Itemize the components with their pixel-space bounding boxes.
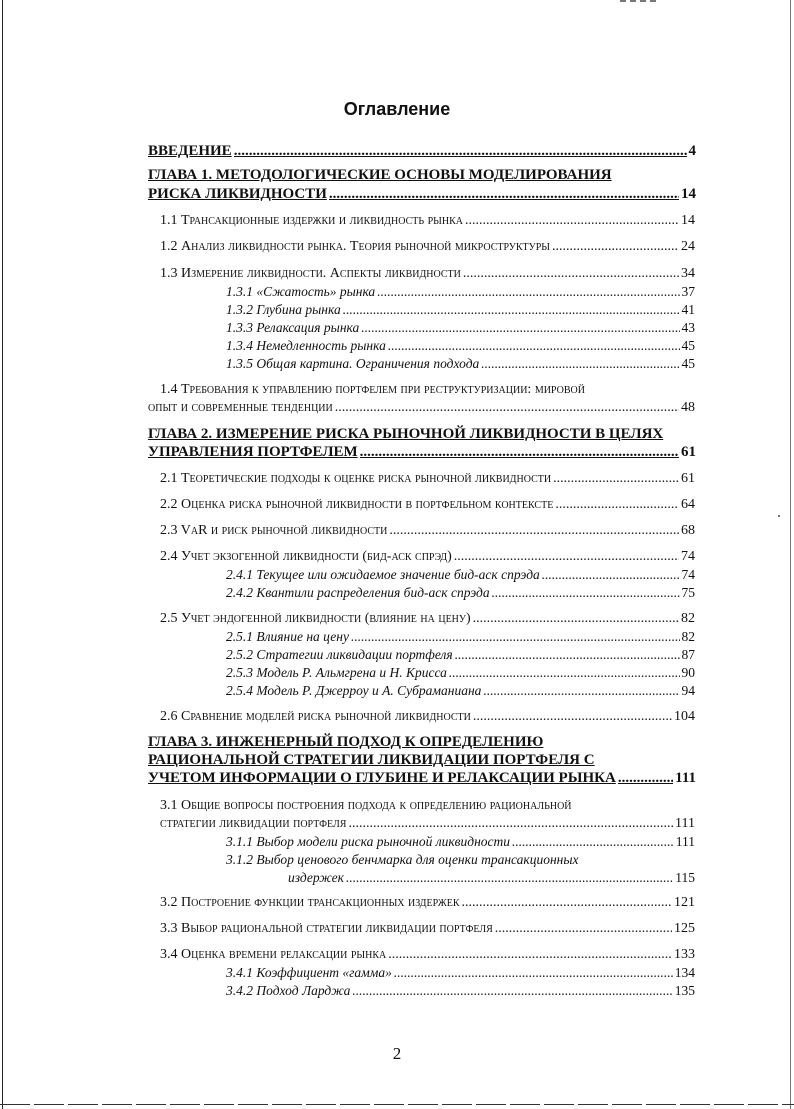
toc-entry-2-6[interactable] xyxy=(160,708,695,725)
toc-label: 3.4.1 Коэффициент «гамма» xyxy=(226,965,392,980)
toc-page: 14 xyxy=(681,186,696,202)
toc-label: 1.2 Анализ ликвидности рынка. Теория рыночной микроструктуры xyxy=(160,239,551,254)
toc-page: 45 xyxy=(681,338,695,353)
toc-page: 41 xyxy=(681,302,695,317)
scan-mark-right xyxy=(778,515,780,517)
toc-entry-1-2[interactable] xyxy=(160,238,695,255)
toc-entry-2-3[interactable] xyxy=(160,522,695,539)
toc-label: 3.4 Оценка времени релаксации рынка xyxy=(160,947,387,962)
toc-label: УЧЕТОМ ИНФОРМАЦИИ О ГЛУБИНЕ И РЕЛАКСАЦИИ РЫНКА xyxy=(148,770,616,786)
dot-leader xyxy=(352,982,672,999)
toc-entry-2-4[interactable] xyxy=(160,548,695,565)
dot-leader xyxy=(495,920,672,937)
dot-leader xyxy=(388,337,680,354)
dot-leader xyxy=(618,770,673,787)
toc-label: 2.2 Оценка риска рыночной ликвидности в портфельном контексте xyxy=(160,497,554,512)
toc-page: 4 xyxy=(688,143,696,159)
toc-label: издержек xyxy=(288,870,344,885)
toc-entry-2-5-1[interactable] xyxy=(226,628,695,645)
dot-leader xyxy=(389,522,679,539)
toc-label: опыт и современные тенденции xyxy=(148,400,333,415)
toc-page: 121 xyxy=(674,895,695,910)
toc-entry-1-4[interactable] xyxy=(148,399,695,416)
toc-page: 90 xyxy=(681,665,695,680)
toc-entry-3-4-1[interactable] xyxy=(226,964,695,981)
toc-label: 1.3.1 «Сжатость» рынка xyxy=(226,284,376,299)
toc-page: 48 xyxy=(681,400,695,415)
dot-leader xyxy=(449,664,680,681)
toc-label: 1.3.2 Глубина рынка xyxy=(226,302,341,317)
toc-page: 87 xyxy=(681,647,695,662)
toc-page: 111 xyxy=(675,834,695,849)
toc-page: 82 xyxy=(681,629,695,644)
toc-page: 68 xyxy=(681,523,695,538)
toc-page: 45 xyxy=(681,356,695,371)
toc-label: УПРАВЛЕНИЯ ПОРТФЕЛЕМ xyxy=(148,444,358,460)
toc-page: 94 xyxy=(681,683,695,698)
toc-entry-intro[interactable] xyxy=(148,143,696,160)
dot-leader xyxy=(343,301,680,318)
toc-entry-2-5-4[interactable] xyxy=(226,682,695,699)
scan-edge-bottom xyxy=(0,1104,794,1105)
toc-label: 1.3.3 Релаксация рынка xyxy=(226,320,360,335)
dot-leader xyxy=(388,946,672,963)
dot-leader xyxy=(234,143,687,160)
toc-entry-3-1-line1[interactable]: 3.1 Общие вопросы построения подхода к определению рациональной xyxy=(160,798,572,813)
toc-page: 64 xyxy=(681,497,695,512)
toc-entry-1-3-3[interactable] xyxy=(226,319,695,336)
toc-page: 75 xyxy=(681,585,695,600)
scan-edge-right xyxy=(790,0,791,1109)
toc-page: 111 xyxy=(675,770,696,786)
toc-entry-3-1-2-line1[interactable]: 3.1.2 Выбор ценового бенчмарка для оценки трансакционных xyxy=(226,852,579,867)
toc-label: 1.3.5 Общая картина. Ограничения подхода xyxy=(226,356,480,371)
toc-entry-1-3-2[interactable] xyxy=(226,301,695,318)
toc-page: 135 xyxy=(674,983,695,998)
toc-label: 3.3 Выбор рациональной стратегии ликвидации портфеля xyxy=(160,921,493,936)
toc-label: 2.6 Сравнение моделей риска рыночной ликвидности xyxy=(160,709,471,724)
toc-page: 43 xyxy=(681,320,695,335)
scan-edge-left xyxy=(2,0,3,1109)
toc-page: 125 xyxy=(674,921,695,936)
toc-page: 82 xyxy=(681,611,695,626)
toc-entry-2-5-3[interactable] xyxy=(226,664,695,681)
toc-page: 61 xyxy=(681,471,695,486)
dot-leader xyxy=(542,566,680,583)
toc-entry-2-5-2[interactable] xyxy=(226,646,695,663)
toc-label: 1.1 Трансакционные издержки и ликвидность рынка xyxy=(160,213,463,228)
toc-label: стратегии ликвидации портфеля xyxy=(160,816,347,831)
scan-mark-top xyxy=(620,0,660,2)
toc-label: 2.1 Теоретические подходы к оценке риска рыночной ликвидности xyxy=(160,471,552,486)
dot-leader xyxy=(360,444,679,461)
toc-entry-1-4-line1[interactable]: 1.4 Требования к управлению портфелем при реструктуризации: мировой xyxy=(160,382,585,397)
toc-page: 115 xyxy=(675,870,695,885)
toc-chapter-2-line1[interactable]: ГЛАВА 2. ИЗМЕРЕНИЕ РИСКА РЫНОЧНОЙ ЛИКВИДНОСТИ В ЦЕЛЯХ xyxy=(148,426,664,442)
toc-entry-1-3-4[interactable] xyxy=(226,337,695,354)
toc-entry-3-4[interactable] xyxy=(160,946,695,963)
toc-label: 2.5.1 Влияние на цену xyxy=(226,629,349,644)
toc-entry-1-3-5[interactable] xyxy=(226,355,695,372)
toc-label: 2.5.3 Модель Р. Альмгрена и Н. Крисса xyxy=(226,665,447,680)
toc-label: РИСКА ЛИКВИДНОСТИ xyxy=(148,186,327,202)
toc-label: 1.3.4 Немедленность рынка xyxy=(226,338,386,353)
dot-leader xyxy=(473,610,679,627)
dot-leader xyxy=(483,682,679,699)
dot-leader xyxy=(455,646,680,663)
toc-label: 2.5.4 Модель Р. Джерроу и А. Субраманиана xyxy=(226,683,482,698)
toc-page: 104 xyxy=(674,709,695,724)
toc-entry-3-3[interactable] xyxy=(160,920,695,937)
toc-page: 134 xyxy=(674,965,695,980)
toc-label: 2.3 VaR и риск рыночной ликвидности xyxy=(160,523,388,538)
toc-label: 2.4.2 Квантили распределения бид-аск спрэда xyxy=(226,585,490,600)
toc-label: 1.3 Измерение ликвидности. Аспекты ликвидности xyxy=(160,266,461,281)
dot-leader xyxy=(335,399,679,416)
page-number: 2 xyxy=(392,1044,402,1063)
page-title: Оглавление xyxy=(343,99,451,119)
toc-chapter-1-line1[interactable]: ГЛАВА 1. МЕТОДОЛОГИЧЕСКИЕ ОСНОВЫ МОДЕЛИРОВАНИЯ xyxy=(148,167,612,183)
dot-leader xyxy=(473,708,672,725)
dot-leader xyxy=(346,869,673,886)
toc-label: 2.5.2 Стратегии ликвидации портфеля xyxy=(226,647,453,662)
toc-entry-3-2[interactable] xyxy=(160,894,695,911)
toc-page: 61 xyxy=(681,444,696,460)
toc-page: 111 xyxy=(675,816,695,831)
toc-label: 3.2 Построение функции трансакционных издержек xyxy=(160,895,460,910)
toc-label: ВВЕДЕНИЕ xyxy=(148,143,232,159)
toc-label: 2.4.1 Текущее или ожидаемое значение бид-аск спрэда xyxy=(226,567,540,582)
toc-entry-3-1[interactable] xyxy=(160,815,695,832)
toc-chapter-3-line2[interactable]: РАЦИОНАЛЬНОЙ СТРАТЕГИИ ЛИКВИДАЦИИ ПОРТФЕЛЯ С xyxy=(148,752,595,768)
toc-page: 74 xyxy=(681,567,695,582)
dot-leader xyxy=(492,584,680,601)
toc-page: 133 xyxy=(674,947,695,962)
dot-leader xyxy=(454,548,679,565)
dot-leader xyxy=(552,238,679,255)
dot-leader xyxy=(348,815,673,832)
toc-label: 3.4.2 Подход Ларджа xyxy=(226,983,351,998)
dot-leader xyxy=(553,470,679,487)
toc-page: 14 xyxy=(681,213,695,228)
toc-entry-chapter-2[interactable] xyxy=(148,444,696,461)
toc-entry-3-4-2[interactable] xyxy=(226,982,695,999)
toc-entry-chapter-1[interactable] xyxy=(148,186,696,203)
toc-entry-1-3[interactable] xyxy=(160,265,695,282)
toc-chapter-3-line1[interactable]: ГЛАВА 3. ИНЖЕНЕРНЫЙ ПОДХОД К ОПРЕДЕЛЕНИЮ xyxy=(148,734,544,750)
toc-entry-1-3-1[interactable] xyxy=(226,283,695,300)
dot-leader xyxy=(512,833,674,850)
toc-label: 3.1.1 Выбор модели риска рыночной ликвидности xyxy=(226,834,511,849)
dot-leader xyxy=(465,212,679,229)
toc-entry-2-5[interactable] xyxy=(160,610,695,627)
toc-entry-chapter-3[interactable] xyxy=(148,770,696,787)
dot-leader xyxy=(329,186,679,203)
toc-page: 34 xyxy=(681,266,695,281)
toc-entry-2-2[interactable] xyxy=(160,496,695,513)
toc-entry-3-1-2[interactable] xyxy=(288,869,695,886)
toc-label: 2.4 Учет экзогенной ликвидности (бид-аск спрэд) xyxy=(160,549,452,564)
toc-page: 37 xyxy=(681,284,695,299)
dot-leader xyxy=(377,283,679,300)
dot-leader xyxy=(351,628,680,645)
toc-label: 2.5 Учет эндогенной ликвидности (влияние на цену) xyxy=(160,611,471,626)
dot-leader xyxy=(555,496,679,513)
toc-entry-3-1-1[interactable] xyxy=(226,833,695,850)
toc-entry-2-1[interactable] xyxy=(160,470,695,487)
dot-leader xyxy=(481,355,679,372)
toc-entry-2-4-1[interactable] xyxy=(226,566,695,583)
toc-entry-1-1[interactable] xyxy=(160,212,695,229)
dot-leader xyxy=(361,319,679,336)
dot-leader xyxy=(394,964,673,981)
toc-page: 74 xyxy=(681,549,695,564)
dot-leader xyxy=(462,894,672,911)
toc-entry-2-4-2[interactable] xyxy=(226,584,695,601)
toc-page: 24 xyxy=(681,239,695,254)
dot-leader xyxy=(463,265,679,282)
